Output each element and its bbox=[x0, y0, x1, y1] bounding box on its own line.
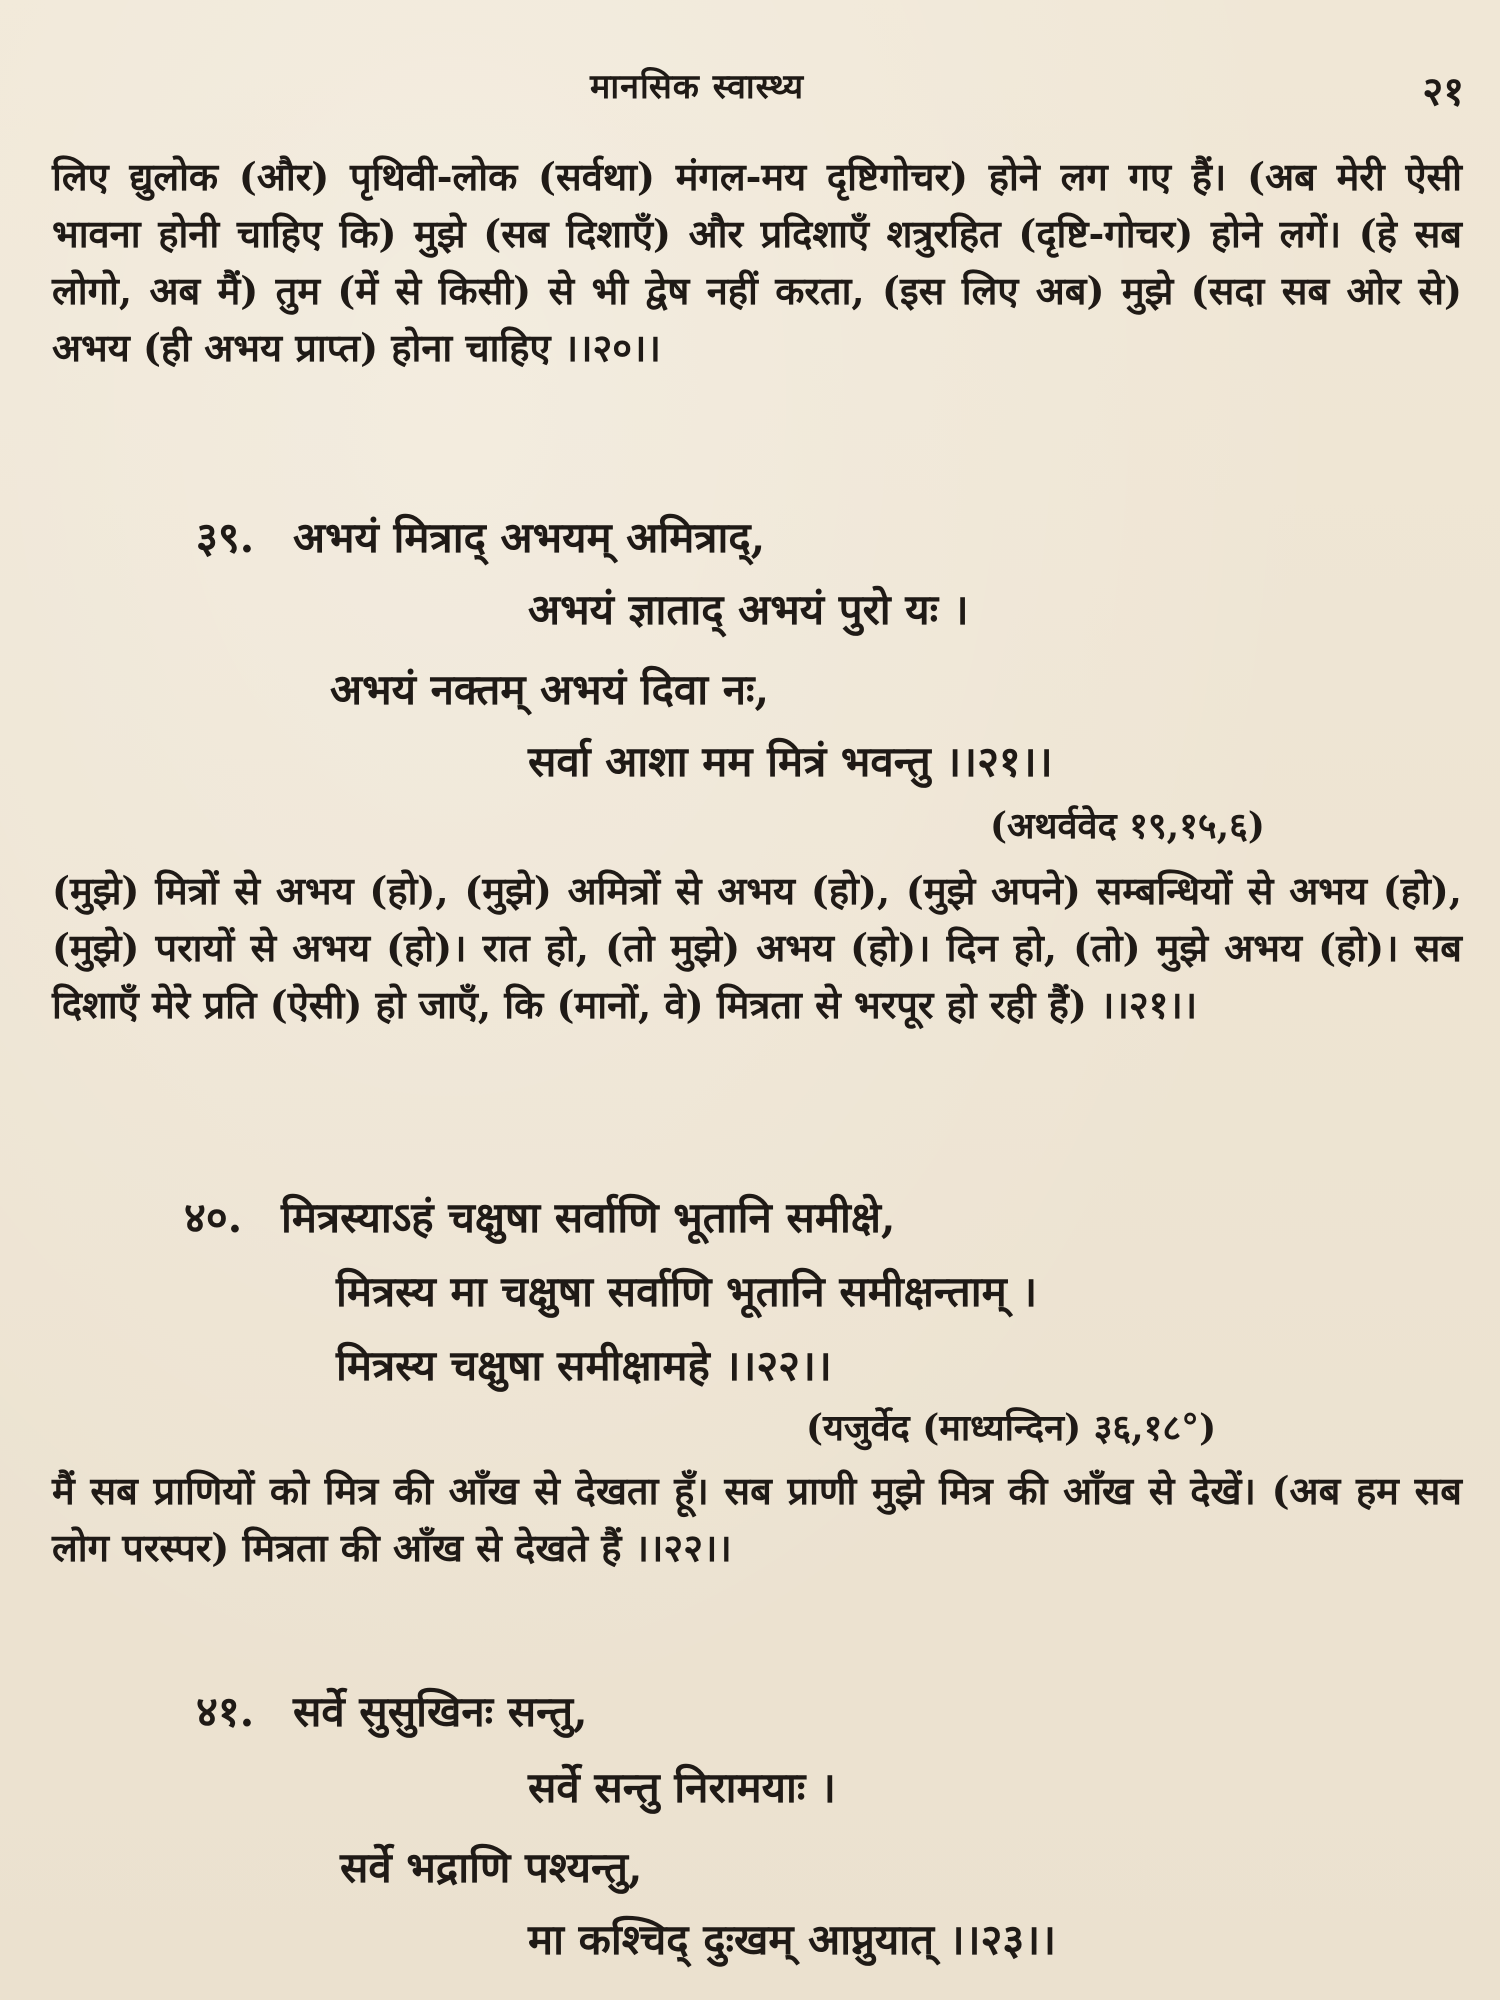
citation: (अथर्ववेद १९,१५,६) bbox=[990, 805, 1265, 847]
verse-line-2: सर्वे सन्तु निरामयाः । bbox=[528, 1763, 836, 1812]
paragraph-3: मैं सब प्राणियों को मित्र की आँख से देखता हूँ। सब प्राणी मुझे मित्र की आँख से देखें। (अब हम सब लोग परस्पर) मित्रता की आँख से देखते हैं ।।२२।। bbox=[52, 1468, 1462, 1570]
verse-number: ३९. bbox=[196, 513, 255, 562]
verse-line-1: अभयं मित्राद् अभयम् अमित्राद्, bbox=[292, 513, 766, 562]
verse-line-3: सर्वे भद्राणि पश्यन्तु, bbox=[340, 1843, 643, 1892]
verse-line-2: अभयं ज्ञाताद् अभयं पुरो यः । bbox=[528, 585, 969, 634]
paragraph-2: (मुझे) मित्रों से अभय (हो), (मुझे) अमित्रों से अभय (हो), (मुझे अपने) सम्बन्धियों से अभय (हो), (मुझे) परायों से अभय (हो)। रात हो, (तो मुझे) अभय (हो)। दिन हो, (तो) मुझे अभय (हो)। सब दिशाएँ मेरे प्रति (ऐसी) हो जाएँ, कि (मानों, वे) मित्रता से भरपूर हो रही हैं) ।।२१।। bbox=[52, 868, 1462, 1027]
verse-line-2: मित्रस्य मा चक्षुषा सर्वाणि भूतानि समीक्षन्ताम् । bbox=[336, 1267, 1038, 1316]
verse-line-1: मित्रस्याऽहं चक्षुषा सर्वाणि भूतानि समीक्षे, bbox=[280, 1193, 896, 1242]
page-number: २१ bbox=[1422, 68, 1464, 115]
verse-number: ४१. bbox=[196, 1687, 255, 1736]
verse-line-1: सर्वे सुसुखिनः सन्तु, bbox=[292, 1687, 588, 1736]
verse-line-4: सर्वा आशा मम मित्रं भवन्तु ।।२१।। bbox=[528, 737, 1053, 786]
verse-line-3: मित्रस्य चक्षुषा समीक्षामहे ।।२२।। bbox=[336, 1341, 832, 1390]
running-header bbox=[0, 62, 1500, 122]
verse-number: ४०. bbox=[184, 1193, 243, 1242]
paragraph-1: लिए द्युलोक (और) पृथिवी-लोक (सर्वथा) मंगल-मय दृष्टिगोचर) होने लग गए हैं। (अब मेरी ऐसी भावना होनी चाहिए कि) मुझे (सब दिशाएँ) और प्रदिशाएँ शत्रुरहित (दृष्टि-गोचर) होने लगें। (हे सब लोगो, अब मैं) तुम (में से किसी) से भी द्वेष नहीं करता, (इस लिए अब) मुझे (सदा सब ओर से) अभय (ही अभय प्राप्त) होना चाहिए ।।२०।। bbox=[52, 154, 1462, 370]
verse-line-3: अभयं नक्तम् अभयं दिवा नः, bbox=[330, 665, 770, 714]
verse-line-4: मा कश्चिद् दुःखम् आप्नुयात् ।।२३।। bbox=[528, 1915, 1057, 1964]
citation: (यजुर्वेद (माध्यन्दिन) ३६,१८°) bbox=[806, 1407, 1217, 1449]
running-title: मानसिक स्वास्थ्य bbox=[590, 67, 805, 107]
